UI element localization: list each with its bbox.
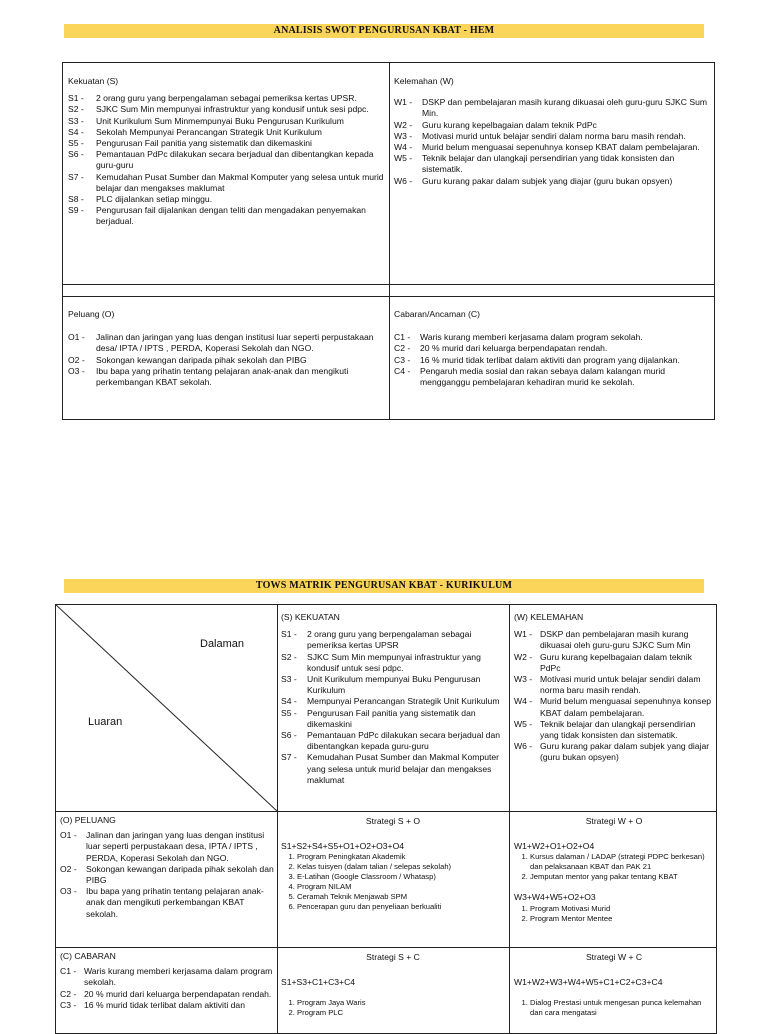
list-item — [394, 131, 712, 142]
list-item — [68, 138, 386, 149]
tows-c-heading: (C) CABARAN — [60, 951, 116, 961]
item-code: S7 - — [68, 171, 84, 182]
item-code: O3 - — [68, 365, 85, 376]
item-code: C3 - — [394, 354, 411, 365]
sc-heading: Strategi S + C — [366, 952, 420, 962]
so-list — [281, 852, 505, 912]
list-item — [281, 752, 505, 786]
item-text: Guru kurang pakar dalam subjek yang diajar (guru bukan opsyen) — [540, 741, 710, 763]
list-item — [281, 708, 505, 730]
list-item — [60, 864, 274, 886]
swot-kelemahan-cell — [394, 76, 712, 187]
tows-title: TOWS MATRIK PENGURUSAN KBAT - KURIKULUM — [255, 580, 513, 591]
item-code: C1 - — [60, 966, 77, 977]
cabaran-heading: Cabaran/Ancaman (C) — [394, 309, 480, 319]
list-item — [68, 332, 386, 354]
tows-divider-vertical-2 — [509, 604, 510, 1034]
wc-formula: W1+W2+W3+W4+W5+C1+C2+C3+C4 — [514, 977, 663, 988]
strategy-item: 5. Ceramah Teknik Menjawab SPM — [297, 892, 505, 902]
tows-wo-cell — [514, 816, 714, 924]
kelemahan-heading: Kelemahan (W) — [394, 76, 454, 86]
wo-heading: Strategi W + O — [585, 816, 643, 826]
kelemahan-list — [394, 97, 712, 187]
tows-divider-horizontal-2 — [55, 947, 717, 948]
item-code: S4 - — [68, 126, 84, 137]
item-text: PLC dijalankan setiap minggu. — [96, 194, 213, 205]
list-item — [514, 629, 714, 651]
item-code: S3 - — [68, 115, 84, 126]
swot-divider-vertical — [389, 62, 390, 420]
item-code: C2 - — [394, 343, 411, 354]
list-item — [514, 741, 714, 763]
tows-so-cell — [281, 816, 505, 912]
item-code: C3 - — [60, 999, 77, 1010]
item-code: S5 - — [68, 138, 84, 149]
strategy-item: 2. Program PLC — [297, 1008, 505, 1018]
item-code: W4 - — [394, 142, 413, 153]
tows-diagonal-line — [55, 604, 277, 811]
list-item — [394, 355, 712, 366]
item-code: S6 - — [281, 730, 297, 741]
item-text: Murid belum menguasai sepenuhnya konsep KBAT dalam pembelajaran. — [422, 142, 700, 153]
item-text: Guru kurang kepelbagaian dalam teknik PdPc — [540, 651, 692, 673]
strategy-item: 1. Program Motivasi Murid — [530, 904, 714, 914]
item-text: Sokongan kewangan daripada pihak sekolah dan PIBG — [86, 863, 274, 886]
item-code: S9 - — [68, 205, 84, 216]
tows-title-banner — [64, 579, 704, 593]
item-text: Guru kurang kepelbagaian dalam teknik PdPc — [422, 119, 597, 130]
list-item — [68, 127, 386, 138]
tows-o-cell — [60, 815, 274, 920]
list-item — [394, 142, 712, 153]
diagonal-label-dalaman: Dalaman — [200, 638, 245, 650]
tows-wc-cell — [514, 952, 714, 1018]
item-text: DSKP dan pembelajaran masih kurang dikuasai oleh guru-guru SJKC Sum Min — [540, 629, 691, 651]
tows-c-cell — [60, 951, 274, 1011]
diagonal-label-luaran: Luaran — [88, 716, 123, 728]
item-text: Kemudahan Pusat Sumber dan Makmal Komputer yang selesa untuk murid belajar dan mengakses maklumat — [96, 171, 384, 193]
item-text: Pengurusan Fail panitia yang sistematik dan dikemaskini — [307, 707, 476, 729]
peluang-list — [68, 332, 386, 388]
kekuatan-heading: Kekuatan (S) — [68, 76, 119, 86]
item-text: 16 % murid tidak terlibat dalam aktiviti dan program yang dijalankan. — [420, 354, 680, 365]
item-text: Teknik belajar dan ulangkaji persendirian yang tidak konsisten dan sistematik. — [540, 718, 696, 741]
wo-list — [514, 852, 714, 882]
item-text: Kemudahan Pusat Sumber dan Makmal Komputer yang selesa untuk murid belajar dan mengakses maklumat — [307, 752, 500, 785]
item-text: Ibu bapa yang prihatin tentang pelajaran anak-anak dan mengikuti perkembangan KBAT sekolah. — [96, 365, 349, 388]
strategy-item: 2. Program Mentor Mentee — [530, 914, 714, 924]
item-code: S1 - — [68, 93, 84, 104]
list-item — [68, 93, 386, 104]
strategy-item: 1. Program Jaya Waris — [297, 998, 505, 1008]
tows-o-heading: (O) PELUANG — [60, 815, 116, 825]
wo-formula: W1+W2+O1+O2+O4 — [514, 841, 595, 852]
so-formula: S1+S2+S4+S5+O1+O2+O3+O4 — [281, 841, 405, 852]
item-text: Ibu bapa yang prihatin tentang pelajaran anak-anak dan mengikuti perkembangan KBAT sekolah. — [86, 886, 264, 919]
list-item — [68, 116, 386, 127]
item-code: O3 - — [60, 886, 77, 897]
list-item — [68, 355, 386, 366]
item-text: 2 orang guru yang berpengalaman sebagai pemeriksa kertas UPSR — [307, 629, 472, 651]
swot-divider-horizontal-2 — [62, 296, 715, 297]
list-item — [60, 966, 274, 988]
tows-s-heading: (S) KEKUATAN — [281, 612, 340, 622]
item-text: DSKP dan pembelajaran masih kurang dikuasai oleh guru-guru SJKC Sum Min. — [422, 97, 708, 119]
list-item — [514, 674, 714, 696]
item-code: W5 - — [394, 153, 413, 164]
list-item — [281, 629, 505, 651]
list-item — [60, 886, 274, 920]
item-text: SJKC Sum Min mempunyai infrastruktur yang kondusif untuk sesi pdpc. — [307, 651, 481, 673]
item-text: Pengurusan fail dijalankan dengan teliti dan mengadakan penyemakan berjadual. — [96, 205, 366, 227]
tows-w-cell — [514, 612, 714, 764]
list-item — [514, 652, 714, 674]
item-code: S4 - — [281, 696, 297, 707]
item-code: C1 - — [394, 332, 411, 343]
swot-title: ANALISIS SWOT PENGURUSAN KBAT - HEM — [273, 25, 495, 36]
list-item — [281, 652, 505, 674]
item-code: C4 - — [394, 365, 411, 376]
list-item — [394, 120, 712, 131]
list-item — [60, 1000, 274, 1011]
item-code: S6 - — [68, 149, 84, 160]
list-item — [394, 332, 712, 343]
wo-formula-2: W3+W4+W5+O2+O3 — [514, 892, 596, 903]
item-text: Pemantauan PdPc dilakukan secara berjadual dan dibentangkan kepada guru-guru — [307, 730, 501, 752]
item-code: O1 - — [68, 332, 85, 343]
list-item — [68, 366, 386, 388]
item-text: Guru kurang pakar dalam subjek yang diajar (guru bukan opsyen) — [422, 175, 673, 186]
tows-w-list — [514, 629, 714, 763]
wc-heading: Strategi W + C — [585, 952, 643, 962]
item-text: Jalinan dan jaringan yang luas dengan institusi luar seperti perpustakaan desa, IPTA / IPTS , PERDA, Koperasi Sekolah dan NGO. — [86, 830, 265, 863]
item-code: S1 - — [281, 629, 297, 640]
tows-s-list — [281, 629, 505, 786]
kekuatan-list — [68, 93, 386, 227]
item-code: C2 - — [60, 988, 77, 999]
list-item — [281, 674, 505, 696]
item-code: W4 - — [514, 696, 533, 707]
list-item — [514, 696, 714, 718]
list-item — [514, 719, 714, 741]
strategy-item: 1. Dialog Prestasi untuk mengesan punca kelemahan dan cara mengatasi — [530, 998, 714, 1018]
item-text: Teknik belajar dan ulangkaji persendirian yang tidak konsisten dan sistematik. — [422, 153, 675, 175]
item-code: W5 - — [514, 718, 533, 729]
item-text: SJKC Sum Min mempunyai infrastruktur yang kondusif untuk sesi pdpc. — [96, 104, 369, 115]
swot-divider-horizontal-1 — [62, 284, 715, 285]
item-code: O2 - — [68, 354, 85, 365]
list-item — [68, 205, 386, 227]
item-code: W2 - — [514, 651, 533, 662]
tows-o-list — [60, 830, 274, 920]
tows-divider-horizontal-1 — [55, 811, 717, 812]
item-text: Sokongan kewangan daripada pihak sekolah dan PIBG — [96, 354, 307, 365]
list-item — [281, 730, 505, 752]
tows-sc-cell — [281, 952, 505, 1018]
list-item — [68, 194, 386, 205]
item-code: S2 - — [68, 104, 84, 115]
item-text: 20 % murid dari keluarga berpendapatan rendah. — [420, 343, 608, 354]
strategy-item: 2. Jemputan mentor yang pakar tentang KBAT — [530, 872, 714, 882]
sc-formula: S1+S3+C1+C3+C4 — [281, 977, 356, 988]
item-code: S3 - — [281, 674, 297, 685]
peluang-heading: Peluang (O) — [68, 309, 115, 319]
list-item — [394, 176, 712, 187]
item-text: Pemantauan PdPc dilakukan secara berjadual dan dibentangkan kepada guru-guru — [96, 149, 374, 171]
list-item — [68, 104, 386, 115]
item-code: W1 - — [514, 629, 533, 640]
item-text: Unit Kurikulum mempunyai Buku Pengurusan Kurikulum — [307, 674, 481, 696]
item-code: S5 - — [281, 707, 297, 718]
item-text: Sekolah Mempunyai Perancangan Strategik Unit Kurikulum — [96, 126, 322, 137]
wo-list-2 — [514, 904, 714, 924]
strategy-item: 2. Kelas tuisyen (dalam talian / selepas sekolah) — [297, 862, 505, 872]
item-code: O1 - — [60, 830, 77, 841]
list-item — [394, 366, 712, 388]
item-code: W3 - — [394, 130, 413, 141]
item-text: Jalinan dan jaringan yang luas dengan institusi luar seperti perpustakaan desa/ IPTA / IPTS , PERDA, Koperasi Sekolah dan NGO. — [96, 332, 374, 354]
swot-title-banner — [64, 24, 704, 38]
list-item — [60, 989, 274, 1000]
item-code: O2 - — [60, 863, 77, 874]
item-text: 16 % murid tidak terlibat dalam aktiviti dan — [84, 999, 245, 1010]
swot-kekuatan-cell — [68, 76, 386, 228]
item-code: S8 - — [68, 194, 84, 205]
item-text: Pengurusan Fail panitia yang sistematik dan dikemaskini — [96, 138, 312, 149]
sc-list — [281, 998, 505, 1018]
item-code: W2 - — [394, 119, 413, 130]
item-text: Motivasi murid untuk belajar sendiri dalam norma baru masih rendah. — [422, 130, 686, 141]
item-code: W6 - — [514, 741, 533, 752]
strategy-item: 1. Kursus dalaman / LADAP (strategi PDPC berkesan) dan pelaksanaan KBAT dan PAK 21 — [530, 852, 714, 872]
strategy-item: 3. E-Latihan (Google Classroom / Whatasp) — [297, 872, 505, 882]
swot-peluang-cell — [68, 309, 386, 388]
swot-cabaran-cell — [394, 309, 712, 388]
list-item — [394, 97, 712, 119]
item-text: 20 % murid dari keluarga berpendapatan rendah. — [84, 988, 272, 999]
tows-divider-vertical-1 — [277, 604, 278, 1034]
list-item — [394, 343, 712, 354]
item-text: Murid belum menguasai sepenuhnya konsep KBAT dalam pembelajaran. — [540, 696, 712, 718]
wc-list — [514, 998, 714, 1018]
item-text: Unit Kurikulum Sum Minmempunyai Buku Pengurusan Kurikulum — [96, 115, 344, 126]
item-text: Mempunyai Perancangan Strategik Unit Kurikulum — [307, 696, 500, 707]
item-code: S2 - — [281, 651, 297, 662]
strategy-item: 4. Program NILAM — [297, 882, 505, 892]
item-text: Motivasi murid untuk belajar sendiri dalam norma baru masih rendah. — [540, 674, 701, 696]
so-heading: Strategi S + O — [365, 816, 421, 826]
strategy-item: 6. Pencerapan guru dan penyeliaan berkualiti — [297, 902, 505, 912]
item-code: W6 - — [394, 175, 413, 186]
tows-w-heading: (W) KELEMAHAN — [514, 612, 584, 622]
item-text: Waris kurang memberi kerjasama dalam program sekolah. — [84, 966, 273, 988]
item-code: W1 - — [394, 97, 413, 108]
item-text: Waris kurang memberi kerjasama dalam program sekolah. — [420, 332, 643, 343]
tows-c-list — [60, 966, 274, 1011]
list-item — [68, 149, 386, 171]
item-text: Pengaruh media sosial dan rakan sebaya dalam kalangan murid mengganggu pembelajaran kehadiran murid ke sekolah. — [420, 365, 666, 388]
item-code: S7 - — [281, 752, 297, 763]
strategy-item: 1. Program Peningkatan Akademik — [297, 852, 505, 862]
tows-s-cell — [281, 612, 505, 786]
list-item — [60, 830, 274, 864]
item-text: 2 orang guru yang berpengalaman sebagai pemeriksa kertas UPSR. — [96, 93, 357, 104]
list-item — [68, 172, 386, 194]
list-item — [394, 153, 712, 175]
list-item — [281, 696, 505, 707]
item-code: W3 - — [514, 674, 533, 685]
cabaran-list — [394, 332, 712, 388]
